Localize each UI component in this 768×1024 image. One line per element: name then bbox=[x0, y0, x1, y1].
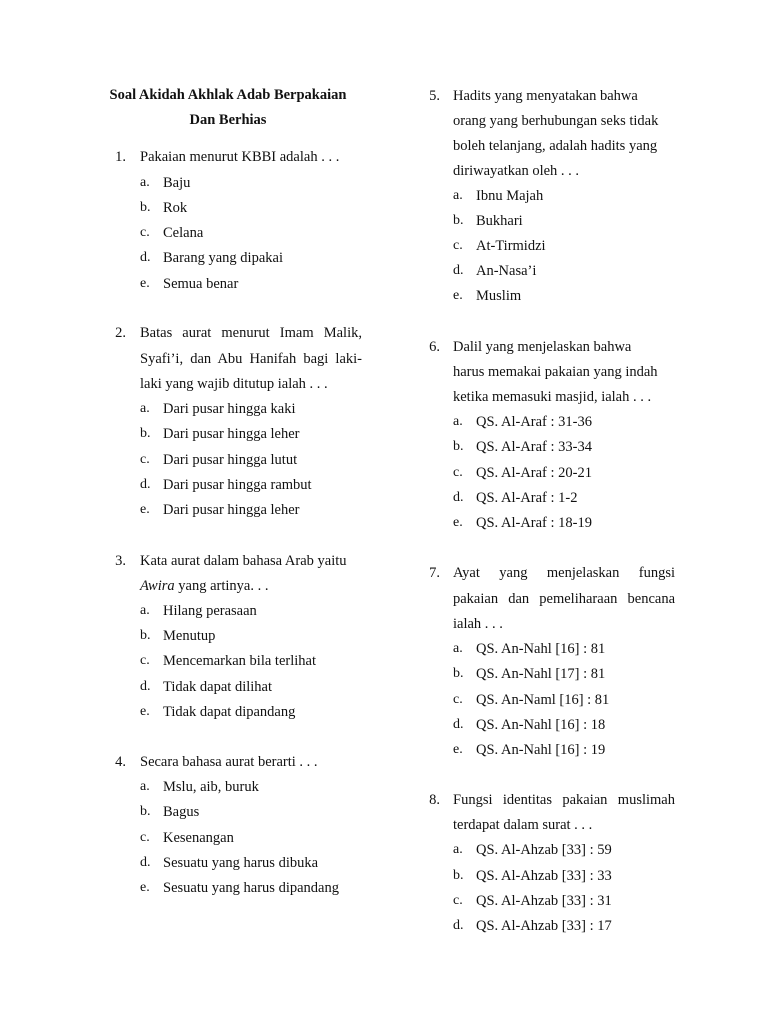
option-letter: d. bbox=[453, 717, 464, 732]
option-text: Rok bbox=[163, 200, 188, 216]
option-letter: b. bbox=[140, 628, 151, 643]
option-letter: d. bbox=[140, 250, 151, 265]
option-text: Bukhari bbox=[476, 213, 523, 229]
option-letter: d. bbox=[140, 855, 151, 870]
question-text-line: harus memakai pakaian yang indah bbox=[453, 364, 658, 380]
option-letter: b. bbox=[453, 868, 464, 883]
question-text-line: terdapat dalam surat . . . bbox=[453, 817, 593, 833]
option-text: Dari pusar hingga leher bbox=[163, 502, 300, 518]
option-text: An-Nasa’i bbox=[476, 263, 537, 279]
question-number: 4. bbox=[115, 754, 126, 770]
option-text: QS. An-Nahl [17] : 81 bbox=[476, 666, 606, 682]
option-text: QS. An-Nahl [16] : 18 bbox=[476, 717, 606, 733]
option-text: Tidak dapat dilihat bbox=[163, 679, 273, 695]
question-text-line: Batas aurat menurut Imam Malik, bbox=[140, 325, 362, 341]
option-letter: b. bbox=[140, 804, 151, 819]
option-letter: e. bbox=[453, 742, 463, 757]
question-number: 3. bbox=[115, 553, 126, 569]
option-letter: c. bbox=[453, 238, 463, 253]
page-title-line-1: Soal Akidah Akhlak Adab Berpakaian bbox=[109, 87, 347, 103]
option-letter: c. bbox=[140, 225, 150, 240]
option-letter: e. bbox=[453, 515, 463, 530]
option-letter: e. bbox=[140, 880, 150, 895]
option-text: Bagus bbox=[163, 804, 200, 820]
option-text: QS. An-Nahl [16] : 19 bbox=[476, 742, 606, 758]
italic-term: Awira bbox=[140, 578, 175, 594]
option-letter: a. bbox=[140, 175, 150, 190]
option-text: QS. An-Naml [16] : 81 bbox=[476, 692, 610, 708]
option-text: Celana bbox=[163, 225, 204, 241]
option-letter: a. bbox=[453, 188, 463, 203]
question-text-line: Pakaian menurut KBBI adalah . . . bbox=[140, 149, 340, 165]
option-text: QS. Al-Araf : 18-19 bbox=[476, 515, 592, 531]
option-text: Tidak dapat dipandang bbox=[163, 704, 296, 720]
option-letter: c. bbox=[140, 830, 150, 845]
question-text-line: boleh telanjang, adalah hadits yang bbox=[453, 138, 658, 154]
option-letter: a. bbox=[140, 779, 150, 794]
option-text: Mencemarkan bila terlihat bbox=[163, 653, 316, 669]
option-letter: d. bbox=[453, 918, 464, 933]
option-letter: a. bbox=[453, 842, 463, 857]
question-text-line: Secara bahasa aurat berarti . . . bbox=[140, 754, 318, 770]
option-letter: c. bbox=[140, 452, 150, 467]
option-text: Mslu, aib, buruk bbox=[163, 779, 259, 795]
option-text: Sesuatu yang harus dipandang bbox=[163, 880, 339, 896]
option-text: Barang yang dipakai bbox=[163, 250, 283, 266]
option-text: Muslim bbox=[476, 288, 522, 304]
question-text-line: diriwayatkan oleh . . . bbox=[453, 163, 580, 179]
question-text-line bbox=[140, 578, 268, 595]
question-text-line: laki yang wajib ditutup ialah . . . bbox=[140, 376, 328, 392]
option-text: Baju bbox=[163, 175, 191, 191]
option-text: QS. Al-Ahzab [33] : 33 bbox=[476, 868, 612, 884]
question-text-line: Hadits yang menyatakan bahwa bbox=[453, 88, 638, 104]
question-number: 8. bbox=[429, 792, 440, 808]
question-number: 1. bbox=[115, 149, 126, 165]
question-number: 7. bbox=[429, 565, 440, 581]
option-letter: e. bbox=[140, 276, 150, 291]
option-text: Ibnu Majah bbox=[476, 188, 544, 204]
option-letter: c. bbox=[453, 465, 463, 480]
option-letter: d. bbox=[453, 263, 464, 278]
option-letter: d. bbox=[453, 490, 464, 505]
option-letter: c. bbox=[453, 893, 463, 908]
option-text: QS. Al-Ahzab [33] : 31 bbox=[476, 893, 612, 909]
question-number: 6. bbox=[429, 339, 440, 355]
option-text: Dari pusar hingga rambut bbox=[163, 477, 312, 493]
question-text-line: orang yang berhubungan seks tidak bbox=[453, 113, 659, 129]
question-text-line: ialah . . . bbox=[453, 616, 503, 632]
question-number: 2. bbox=[115, 325, 126, 341]
option-text: QS. Al-Araf : 20-21 bbox=[476, 465, 592, 481]
option-text: Semua benar bbox=[163, 276, 239, 292]
option-letter: b. bbox=[453, 666, 464, 681]
option-letter: a. bbox=[453, 641, 463, 656]
option-letter: c. bbox=[453, 692, 463, 707]
question-number: 5. bbox=[429, 88, 440, 104]
question-text-line: Fungsi identitas pakaian muslimah bbox=[453, 792, 675, 808]
option-letter: e. bbox=[140, 704, 150, 719]
option-letter: e. bbox=[453, 288, 463, 303]
question-text-rest: yang artinya. . . bbox=[174, 578, 269, 594]
option-letter: d. bbox=[140, 477, 151, 492]
option-text: QS. Al-Araf : 1-2 bbox=[476, 490, 578, 506]
question-text-line: pakaian dan pemeliharaan bencana bbox=[453, 591, 675, 607]
option-text: Menutup bbox=[163, 628, 216, 644]
option-letter: b. bbox=[140, 426, 151, 441]
option-text: QS. Al-Ahzab [33] : 59 bbox=[476, 842, 612, 858]
option-text: Sesuatu yang harus dibuka bbox=[163, 855, 319, 871]
option-letter: d. bbox=[140, 679, 151, 694]
question-text-line: Ayat yang menjelaskan fungsi bbox=[453, 565, 675, 581]
question-text-line: Kata aurat dalam bahasa Arab yaitu bbox=[140, 553, 347, 569]
option-text: Dari pusar hingga kaki bbox=[163, 401, 296, 417]
option-text: QS. Al-Ahzab [33] : 17 bbox=[476, 918, 612, 934]
option-letter: b. bbox=[453, 439, 464, 454]
option-letter: a. bbox=[453, 414, 463, 429]
option-text: QS. Al-Araf : 33-34 bbox=[476, 439, 592, 455]
option-text: Kesenangan bbox=[163, 830, 234, 846]
question-text-line: Dalil yang menjelaskan bahwa bbox=[453, 339, 632, 355]
option-letter: b. bbox=[453, 213, 464, 228]
option-letter: b. bbox=[140, 200, 151, 215]
option-letter: e. bbox=[140, 502, 150, 517]
question-text-line: ketika memasuki masjid, ialah . . . bbox=[453, 389, 652, 405]
option-text: QS. An-Nahl [16] : 81 bbox=[476, 641, 606, 657]
option-text: At-Tirmidzi bbox=[476, 238, 546, 254]
option-text: Hilang perasaan bbox=[163, 603, 257, 619]
page-title-line-2: Dan Berhias bbox=[189, 112, 267, 128]
option-text: Dari pusar hingga leher bbox=[163, 426, 300, 442]
option-letter: a. bbox=[140, 603, 150, 618]
option-letter: a. bbox=[140, 401, 150, 416]
question-text-line: Syafi’i, dan Abu Hanifah bagi laki- bbox=[140, 351, 362, 367]
option-letter: c. bbox=[140, 653, 150, 668]
option-text: Dari pusar hingga lutut bbox=[163, 452, 298, 468]
option-text: QS. Al-Araf : 31-36 bbox=[476, 414, 592, 430]
